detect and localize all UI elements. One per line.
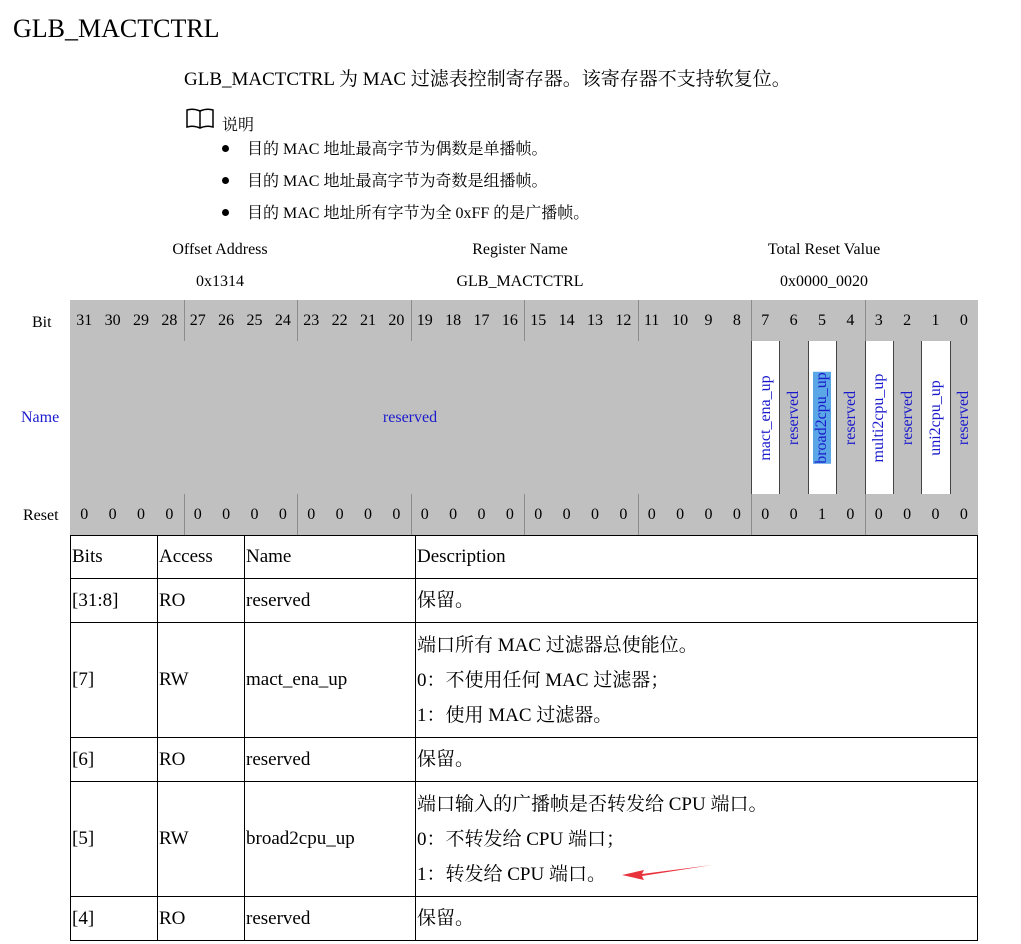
field-uni2cpu_up-bit1 xyxy=(921,341,949,494)
cell-bits: [6] xyxy=(71,738,158,782)
grid-separator xyxy=(751,494,752,535)
cell-description: 保留。 xyxy=(416,579,978,623)
bit-number: 5 xyxy=(817,312,826,329)
reset-value: 0 xyxy=(420,506,429,523)
field-broad2cpu_up-bit5 xyxy=(808,341,836,494)
grid-separator xyxy=(524,494,525,535)
table-row xyxy=(71,738,978,782)
cell-name: reserved xyxy=(245,738,416,782)
cell-description: 端口所有 MAC 过滤器总使能位。 0：不使用任何 MAC 过滤器； 1：使用 MAC 过滤器。 xyxy=(416,623,978,738)
bit-number: 0 xyxy=(959,312,968,329)
book-icon xyxy=(185,107,215,129)
grid-separator xyxy=(865,494,866,535)
reset-value: 0 xyxy=(278,506,287,523)
reset-value: 0 xyxy=(732,506,741,523)
total-reset-header: Total Reset Value xyxy=(767,241,881,258)
bit-number: 9 xyxy=(704,312,713,329)
reset-value: 0 xyxy=(619,506,628,523)
cell-access: RO xyxy=(158,579,245,623)
bit-number: 15 xyxy=(530,312,547,329)
bit-number: 3 xyxy=(874,312,883,329)
col-header-name: Name xyxy=(245,536,416,579)
grid-separator xyxy=(751,300,752,341)
grid-separator xyxy=(297,300,298,341)
table-header-row xyxy=(71,536,978,579)
field-reserved-bit4 xyxy=(836,341,864,494)
bit-number: 6 xyxy=(789,312,798,329)
bit-number: 17 xyxy=(473,312,490,329)
field-description-table xyxy=(70,535,978,941)
grid-separator xyxy=(524,300,525,341)
bit-number: 18 xyxy=(445,312,462,329)
field-name-label: reserved xyxy=(898,390,916,445)
grid-separator xyxy=(411,494,412,535)
reset-value: 0 xyxy=(789,506,798,523)
grid-separator xyxy=(865,300,866,341)
grid-separator xyxy=(411,300,412,341)
bit-number: 24 xyxy=(274,312,291,329)
grid-separator xyxy=(184,300,185,341)
bit-number: 12 xyxy=(615,312,632,329)
bit-number: 26 xyxy=(218,312,235,329)
offset-address-header: Offset Address xyxy=(172,241,268,258)
bit-number: 20 xyxy=(388,312,405,329)
cell-bits: [4] xyxy=(71,897,158,941)
col-header-access: Access xyxy=(158,536,245,579)
grid-separator xyxy=(184,494,185,535)
cell-access: RW xyxy=(158,623,245,738)
table-row xyxy=(71,579,978,623)
field-reserved-bit6 xyxy=(779,341,807,494)
page-title: GLB_MACTCTRL xyxy=(13,14,220,43)
offset-address-value: 0x1314 xyxy=(196,273,244,290)
reset-value: 0 xyxy=(307,506,316,523)
reset-value: 0 xyxy=(903,506,912,523)
bit-number: 13 xyxy=(586,312,603,329)
bit-number: 11 xyxy=(643,312,660,329)
bit-number: 1 xyxy=(931,312,940,329)
bit-number: 19 xyxy=(416,312,433,329)
reset-value: 0 xyxy=(449,506,458,523)
grid-separator xyxy=(297,494,298,535)
table-row xyxy=(71,897,978,941)
field-name-label: reserved xyxy=(841,390,859,445)
bit-number: 22 xyxy=(331,312,348,329)
bit-number: 8 xyxy=(732,312,741,329)
note-bullet: 目的 MAC 地址最高字节为偶数是单播帧。 xyxy=(222,136,547,159)
reset-value: 0 xyxy=(250,506,259,523)
bit-number: 10 xyxy=(672,312,689,329)
reset-value: 0 xyxy=(931,506,940,523)
reset-value: 0 xyxy=(80,506,89,523)
bit-number: 16 xyxy=(501,312,518,329)
bit-number: 14 xyxy=(558,312,575,329)
grid-separator xyxy=(638,494,639,535)
cell-bits: [7] xyxy=(71,623,158,738)
reset-value: 0 xyxy=(959,506,968,523)
reset-value: 0 xyxy=(222,506,231,523)
field-reserved-bit2 xyxy=(893,341,921,494)
field-name-label: mact_ena_up xyxy=(756,374,774,461)
cell-description: 端口输入的广播帧是否转发给 CPU 端口。 0：不转发给 CPU 端口； 1：转发给 CPU 端口。 xyxy=(416,782,978,897)
reset-value: 0 xyxy=(136,506,145,523)
bit-number: 25 xyxy=(246,312,263,329)
reset-row-label: Reset xyxy=(23,507,59,524)
reset-value: 1 xyxy=(817,506,826,523)
register-name-header: Register Name xyxy=(472,241,568,258)
bit-number: 23 xyxy=(303,312,320,329)
reset-value: 0 xyxy=(193,506,202,523)
reset-value: 0 xyxy=(562,506,571,523)
reserved-field-wide: reserved xyxy=(382,409,438,426)
reset-value: 0 xyxy=(590,506,599,523)
reset-value: 0 xyxy=(108,506,117,523)
col-header-description: Description xyxy=(416,536,978,579)
bit-number: 27 xyxy=(189,312,206,329)
name-row-label: Name xyxy=(21,409,60,426)
reset-value: 0 xyxy=(477,506,486,523)
reset-value: 0 xyxy=(874,506,883,523)
cell-bits: [31:8] xyxy=(71,579,158,623)
field-name-label: multi2cpu_up xyxy=(870,373,888,462)
reset-value: 0 xyxy=(676,506,685,523)
reset-value: 0 xyxy=(505,506,514,523)
grid-separator xyxy=(638,300,639,341)
reset-value: 0 xyxy=(335,506,344,523)
cell-description: 保留。 xyxy=(416,738,978,782)
cell-name: mact_ena_up xyxy=(245,623,416,738)
bit-number: 2 xyxy=(903,312,912,329)
bit-number: 30 xyxy=(104,312,121,329)
reset-value: 0 xyxy=(534,506,543,523)
field-name-label: uni2cpu_up xyxy=(926,379,944,456)
reset-value: 0 xyxy=(761,506,770,523)
cell-access: RW xyxy=(158,782,245,897)
bit-number: 31 xyxy=(76,312,93,329)
table-row xyxy=(71,782,978,897)
field-mact_ena_up-bit7 xyxy=(751,341,779,494)
field-name-label: broad2cpu_up xyxy=(813,371,831,464)
cell-access: RO xyxy=(158,738,245,782)
reset-value: 0 xyxy=(704,506,713,523)
reset-value: 0 xyxy=(647,506,656,523)
reset-value: 0 xyxy=(165,506,174,523)
field-multi2cpu_up-bit3 xyxy=(865,341,893,494)
register-name-value: GLB_MACTCTRL xyxy=(456,273,584,290)
bit-number: 4 xyxy=(846,312,855,329)
bit-number: 21 xyxy=(359,312,376,329)
cell-name: reserved xyxy=(245,579,416,623)
cell-access: RO xyxy=(158,897,245,941)
field-reserved-bit0 xyxy=(950,341,978,494)
register-intro: GLB_MACTCTRL 为 MAC 过滤表控制寄存器。该寄存器不支持软复位。 xyxy=(184,69,791,90)
col-header-bits: Bits xyxy=(71,536,158,579)
red-arrow-annotation xyxy=(620,862,716,882)
bit-number: 28 xyxy=(161,312,178,329)
bit-row-label: Bit xyxy=(32,314,52,331)
total-reset-value: 0x0000_0020 xyxy=(780,273,868,290)
note-bullet: 目的 MAC 地址所有字节为全 0xFF 的是广播帧。 xyxy=(222,200,589,223)
table-row xyxy=(71,623,978,738)
field-name-label: reserved xyxy=(955,390,973,445)
cell-bits: [5] xyxy=(71,782,158,897)
reset-value: 0 xyxy=(363,506,372,523)
reset-value: 0 xyxy=(846,506,855,523)
note-label: 说明 xyxy=(222,117,255,134)
field-name-label: reserved xyxy=(785,390,803,445)
cell-name: broad2cpu_up xyxy=(245,782,416,897)
note-bullet: 目的 MAC 地址最高字节为奇数是组播帧。 xyxy=(222,168,547,191)
reset-value: 0 xyxy=(392,506,401,523)
cell-name: reserved xyxy=(245,897,416,941)
bit-number: 29 xyxy=(132,312,149,329)
cell-description: 保留。 xyxy=(416,897,978,941)
bit-number: 7 xyxy=(761,312,770,329)
